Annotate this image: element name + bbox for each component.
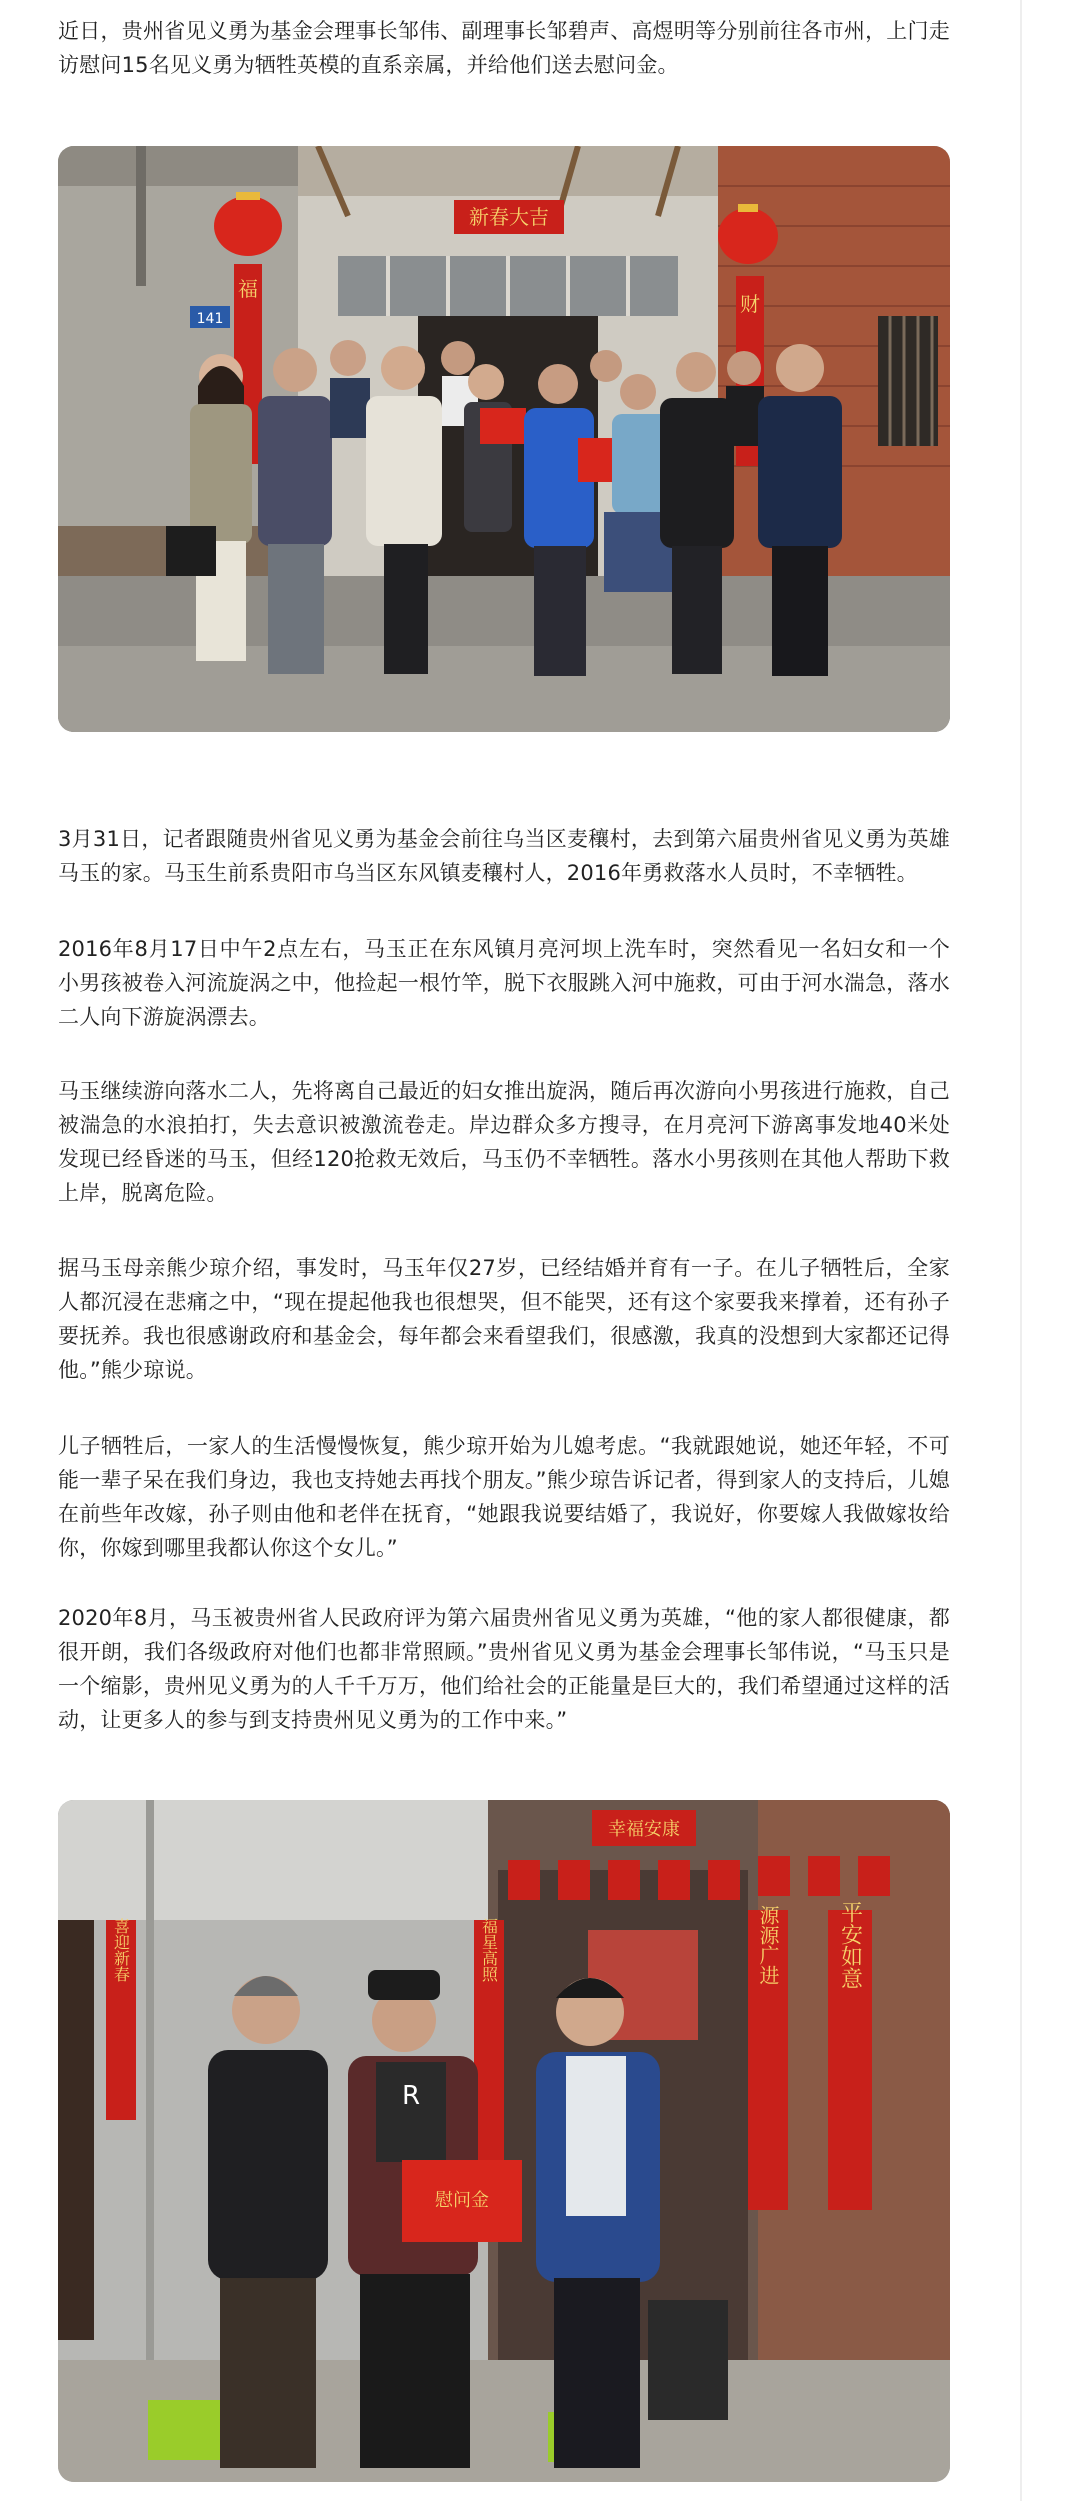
photo2-couplet-c: 源源广进: [756, 1905, 780, 1985]
photo2-envelope-text: 慰问金: [435, 2190, 489, 2211]
photo2-couplet-a: 喜迎新春: [111, 1918, 131, 1982]
photo2-shirt-letter: R: [401, 2081, 421, 2111]
page-right-border: [1020, 0, 1022, 2501]
paragraph-family: 儿子牺牲后，一家人的生活慢慢恢复，熊少琼开始为儿媳考虑。“我就跟她说，她还年轻，不可能一辈子呆在我们身边，我也支持她去再找个朋友。”熊少琼告诉记者，得到家人的支持后，儿媳在前些年改嫁，孙子则由他和老伴在抚育，“她跟我说要结婚了，我说好，你要嫁人我做嫁妆给你，你嫁到哪里我都认你这个女儿。”: [58, 1434, 950, 1560]
photo2-banner-text: 幸福安康: [608, 1819, 680, 1840]
photo-group-visit[interactable]: [58, 146, 950, 732]
paragraph-mother: 据马玉母亲熊少琼介绍，事发时，马玉年仅27岁，已经结婚并育有一子。在儿子牺牲后，全家人都沉浸在悲痛之中，“现在提起他我也很想哭，但不能哭，还有这个家要我来撑着，还有孙子要抚养。我也很感谢政府和基金会，每年都会来看望我们，很感激，我真的没想到大家都还记得他。”熊少琼说。: [58, 1256, 950, 1382]
paragraph-intro: 近日，贵州省见义勇为基金会理事长邹伟、副理事长邹碧声、高煜明等分别前往各市州，上门走访慰问15名见义勇为牺牲英模的直系亲属，并给他们送去慰问金。: [58, 19, 950, 77]
paragraph-incident: 2016年8月17日中午2点左右，马玉正在东风镇月亮河坝上洗车时，突然看见一名妇女和一个小男孩被卷入河流旋涡之中，他捡起一根竹竿，脱下衣服跳入河中施救，可由于河水湍急，落水二人向下游旋涡漂去。: [58, 937, 950, 1029]
photo2-couplet-b: 福星高照: [479, 1918, 499, 1982]
photo1-banner-text: 新春大吉: [469, 205, 549, 229]
paragraph-visit: 3月31日，记者跟随贵州省见义勇为基金会前往乌当区麦穰村，去到第六届贵州省见义勇为英雄马玉的家。马玉生前系贵阳市乌当区东风镇麦穰村人，2016年勇救落水人员时，不幸牺牲。: [58, 827, 950, 885]
photo1-couplet-right: 财: [740, 292, 760, 316]
paragraph-honor: 2020年8月，马玉被贵州省人民政府评为第六届贵州省见义勇为英雄，“他的家人都很健康，都很开朗，我们各级政府对他们也都非常照顾。”贵州省见义勇为基金会理事长邹伟说，“马玉只是一个缩影，贵州见义勇为的人千千万万，他们给社会的正能量是巨大的，我们希望通过这样的活动，让更多人的参与到支持贵州见义勇为的工作中来。”: [58, 1606, 950, 1732]
photo1-house-number: 141: [196, 311, 224, 327]
paragraph-rescue: 马玉继续游向落水二人，先将离自己最近的妇女推出旋涡，随后再次游向小男孩进行施救，自己被湍急的水浪拍打，失去意识被激流卷走。岸边群众多方搜寻，在月亮河下游离事发地40米处发现已经昏迷的马玉，但经120抢救无效后，马玉仍不幸牺牲。落水小男孩则在其他人帮助下救上岸，脱离危险。: [58, 1079, 950, 1205]
photo1-couplet-left: 福: [238, 277, 258, 301]
photo-condolence[interactable]: [58, 1800, 950, 2482]
photo2-couplet-d: 平安如意: [837, 1901, 863, 1989]
